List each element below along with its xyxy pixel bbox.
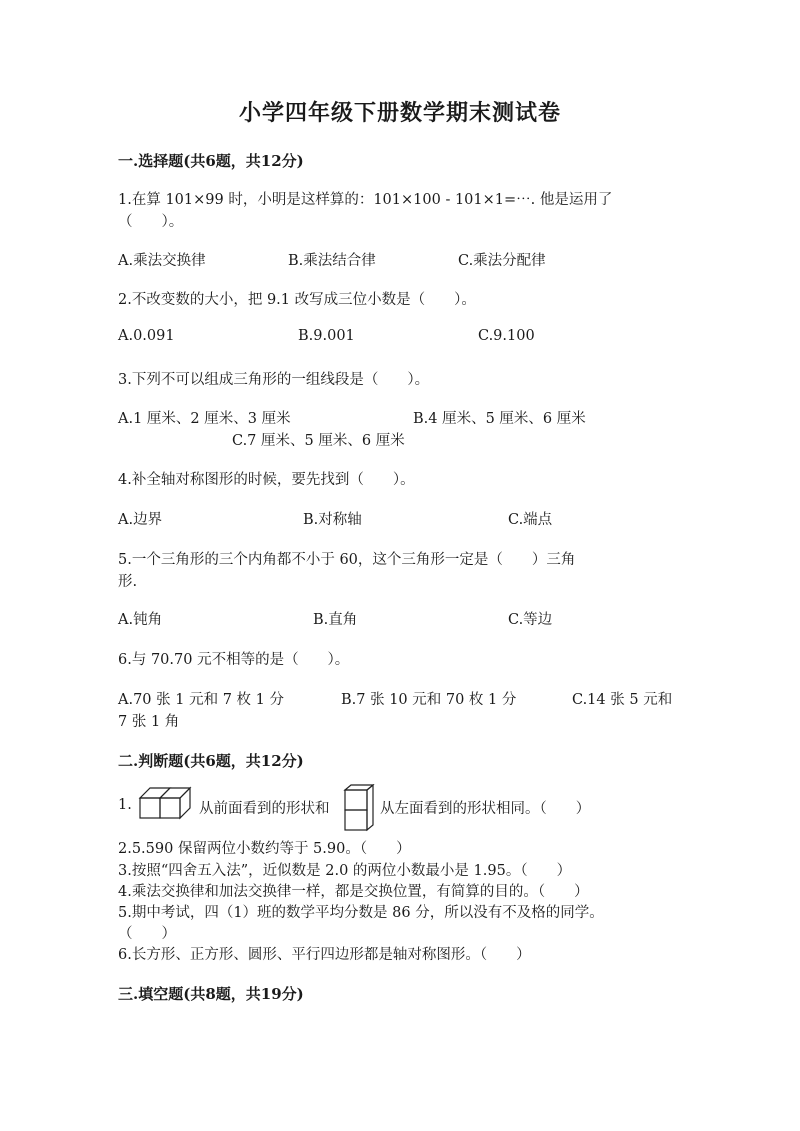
section-heading-true-false: 二.判断题(共6题，共12分) [118,752,304,770]
two-cubes-figure [138,786,192,832]
question-4-text: 4.补全轴对称图形的时候，要先找到（ ）。 [118,472,415,488]
question-4-option-a: A.边界 [118,512,163,528]
question-6-option-c-continued: 7 张 1 角 [118,714,180,730]
question-4-option-b: B.对称轴 [303,512,362,528]
question-5-option-b: B.直角 [313,612,358,628]
question-1-text: 1.在算 101×99 时，小明是这样算的：101×100 - 101×1=⋯. 他是运用了 [118,192,613,208]
tf-question-1-middle: 从前面看到的形状和 [199,801,330,817]
question-3-option-c: C.7 厘米、5 厘米、6 厘米 [232,433,405,449]
question-5-option-c: C.等边 [508,612,553,628]
tf-question-1-number: 1. [118,797,132,813]
question-1-option-c: C.乘法分配律 [458,253,546,269]
question-4-option-c: C.端点 [508,512,553,528]
question-6-option-b: B.7 张 10 元和 70 枚 1 分 [341,692,517,708]
question-5-text-continued: 形. [118,574,138,590]
question-2-option-b: B.9.001 [298,328,355,344]
question-2-option-c: C.9.100 [478,328,535,344]
tf-question-5-blank: （ ） [118,926,176,942]
section-heading-choice: 一.选择题(共6题，共12分) [118,152,304,170]
tf-question-4: 4.乘法交换律和加法交换律一样，都是交换位置，有简算的目的。（ ） [118,884,589,900]
question-3-option-a: A.1 厘米、2 厘米、3 厘米 [118,411,291,427]
question-6-text: 6.与 70.70 元不相等的是（ ）。 [118,652,350,668]
question-6-option-c: C.14 张 5 元和 [572,692,673,708]
section-heading-fill-in: 三.填空题(共8题，共19分) [118,985,304,1003]
question-6-option-a: A.70 张 1 元和 7 枚 1 分 [118,692,284,708]
stacked-cubes-figure [343,784,377,834]
tf-question-1-end: 从左面看到的形状相同。（ ） [380,801,591,817]
question-3-option-b: B.4 厘米、5 厘米、6 厘米 [413,411,586,427]
question-2-text: 2.不改变数的大小，把 9.1 改写成三位小数是（ ）。 [118,292,476,308]
question-3-text: 3.下列不可以组成三角形的一组线段是（ ）。 [118,372,430,388]
tf-question-5: 5.期中考试，四（1）班的数学平均分数是 86 分，所以没有不及格的同学。 [118,905,604,921]
question-5-option-a: A.钝角 [118,612,163,628]
question-2-option-a: A.0.091 [118,328,175,344]
question-1-blank: （ ）。 [118,214,184,230]
tf-question-2: 2.5.590 保留两位小数约等于 5.90。（ ） [118,841,411,857]
question-5-text: 5.一个三角形的三个内角都不小于 60，这个三角形一定是（ ）三角 [118,552,576,568]
question-1-option-b: B.乘法结合律 [288,253,376,269]
page-title: 小学四年级下册数学期末测试卷 [238,100,561,126]
tf-question-6: 6.长方形、正方形、圆形、平行四边形都是轴对称图形。（ ） [118,947,531,963]
question-1-option-a: A.乘法交换律 [118,253,206,269]
tf-question-3: 3.按照“四舍五入法”，近似数是 2.0 的两位小数最小是 1.95。（ ） [118,863,572,879]
